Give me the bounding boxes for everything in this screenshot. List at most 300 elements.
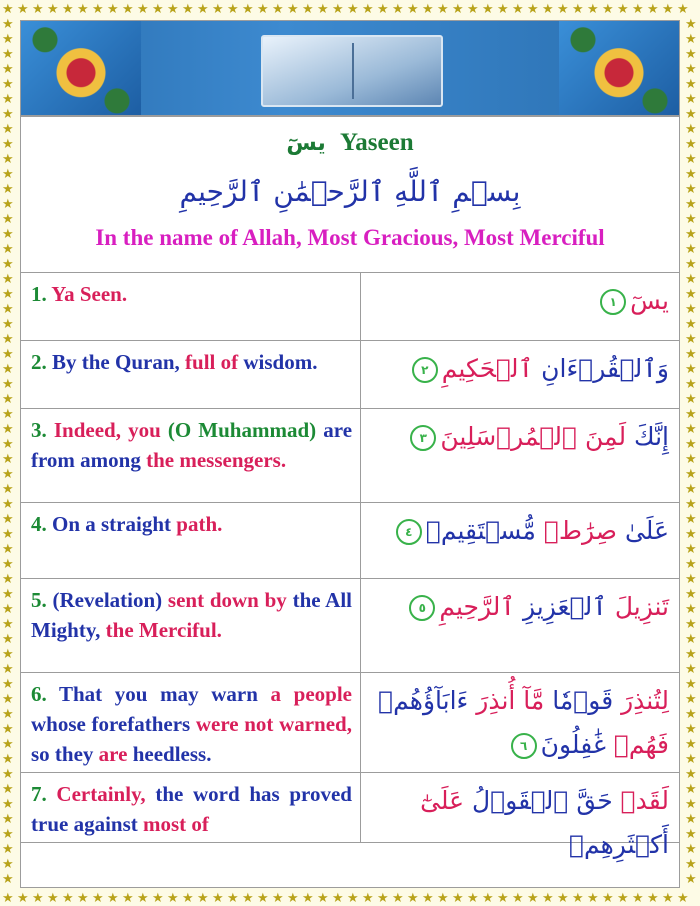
verse-table bbox=[21, 273, 679, 859]
arabic-segment: ٱلۡعَزِيزِ bbox=[522, 592, 615, 621]
border-star: ★ bbox=[685, 871, 697, 886]
border-star: ★ bbox=[2, 766, 14, 781]
border-star: ★ bbox=[227, 890, 239, 905]
border-star: ★ bbox=[542, 890, 554, 905]
border-star: ★ bbox=[77, 1, 89, 16]
border-star: ★ bbox=[362, 1, 374, 16]
border-star: ★ bbox=[2, 571, 14, 586]
border-star: ★ bbox=[2, 346, 14, 361]
border-star: ★ bbox=[257, 890, 269, 905]
border-star: ★ bbox=[437, 1, 449, 16]
arabic-segment: لِتُنذِرَ bbox=[621, 686, 669, 715]
border-star: ★ bbox=[452, 1, 464, 16]
border-star: ★ bbox=[2, 241, 14, 256]
translation-segment: sent down by bbox=[162, 588, 287, 612]
border-star: ★ bbox=[137, 1, 149, 16]
border-star: ★ bbox=[685, 361, 697, 376]
translation-segment: On a straight bbox=[52, 512, 172, 536]
border-star: ★ bbox=[2, 481, 14, 496]
border-star: ★ bbox=[685, 781, 697, 796]
border-star: ★ bbox=[2, 511, 14, 526]
border-star: ★ bbox=[2, 556, 14, 571]
border-star: ★ bbox=[2, 616, 14, 631]
border-star: ★ bbox=[527, 890, 539, 905]
border-star: ★ bbox=[197, 890, 209, 905]
border-star: ★ bbox=[685, 511, 697, 526]
border-star: ★ bbox=[602, 890, 614, 905]
border-star: ★ bbox=[557, 890, 569, 905]
border-star: ★ bbox=[2, 76, 14, 91]
border-star: ★ bbox=[685, 31, 697, 46]
surah-title-arabic: يسٓ bbox=[286, 131, 326, 156]
verse-translation bbox=[21, 273, 361, 340]
border-star: ★ bbox=[2, 301, 14, 316]
border-star: ★ bbox=[685, 481, 697, 496]
translation-segment: path. bbox=[171, 512, 223, 536]
surah-header bbox=[21, 117, 679, 273]
border-star: ★ bbox=[407, 890, 419, 905]
border-star: ★ bbox=[92, 1, 104, 16]
border-star: ★ bbox=[685, 136, 697, 151]
border-star: ★ bbox=[77, 890, 89, 905]
border-star: ★ bbox=[362, 890, 374, 905]
bismillah-translation: In the name of Allah, Most Gracious, Most Merciful bbox=[95, 225, 605, 250]
verse-row bbox=[21, 273, 679, 341]
border-star: ★ bbox=[685, 61, 697, 76]
translation-segment: has proved true against bbox=[31, 782, 352, 836]
border-star: ★ bbox=[677, 1, 689, 16]
border-star: ★ bbox=[685, 631, 697, 646]
verse-arabic bbox=[361, 673, 679, 772]
border-star: ★ bbox=[17, 890, 29, 905]
translation-segment: are from among bbox=[31, 418, 353, 472]
border-star: ★ bbox=[2, 856, 14, 871]
border-star: ★ bbox=[2, 391, 14, 406]
floral-ornament bbox=[559, 21, 679, 115]
translation-segment: Indeed, you bbox=[53, 418, 161, 442]
border-star: ★ bbox=[617, 1, 629, 16]
verse-number: 4. bbox=[31, 512, 52, 536]
border-star: ★ bbox=[2, 526, 14, 541]
border-star: ★ bbox=[512, 890, 524, 905]
border-star: ★ bbox=[685, 541, 697, 556]
border-star: ★ bbox=[332, 890, 344, 905]
arabic-segment: ٱلۡحَكِيمِ bbox=[441, 354, 542, 383]
arabic-segment: أَكۡثَرِهِمۡ bbox=[568, 830, 669, 859]
border-star: ★ bbox=[685, 811, 697, 826]
verse-end-marker: ٦ bbox=[511, 733, 537, 759]
border-star: ★ bbox=[182, 890, 194, 905]
border-star: ★ bbox=[32, 890, 44, 905]
border-star: ★ bbox=[167, 1, 179, 16]
arabic-segment: عَلَىٰ bbox=[624, 516, 669, 545]
border-star: ★ bbox=[2, 121, 14, 136]
border-star: ★ bbox=[2, 796, 14, 811]
border-star: ★ bbox=[2, 736, 14, 751]
translation-segment: Certainly, bbox=[56, 782, 146, 806]
translation-segment: most of bbox=[137, 812, 209, 836]
border-star: ★ bbox=[302, 890, 314, 905]
border-star: ★ bbox=[647, 1, 659, 16]
translation-segment: That you may warn bbox=[59, 682, 258, 706]
translation-segment: wisdom. bbox=[238, 350, 318, 374]
border-star: ★ bbox=[2, 196, 14, 211]
border-star: ★ bbox=[332, 1, 344, 16]
border-star: ★ bbox=[482, 890, 494, 905]
border-star: ★ bbox=[685, 451, 697, 466]
border-star: ★ bbox=[572, 890, 584, 905]
border-star: ★ bbox=[685, 391, 697, 406]
border-star: ★ bbox=[152, 890, 164, 905]
border-star: ★ bbox=[677, 890, 689, 905]
border-star: ★ bbox=[2, 601, 14, 616]
border-star: ★ bbox=[685, 616, 697, 631]
border-star: ★ bbox=[685, 661, 697, 676]
border-star: ★ bbox=[685, 211, 697, 226]
verse-arabic bbox=[361, 773, 679, 859]
border-star: ★ bbox=[632, 1, 644, 16]
border-star: ★ bbox=[602, 1, 614, 16]
border-star: ★ bbox=[2, 466, 14, 481]
border-star: ★ bbox=[152, 1, 164, 16]
border-star: ★ bbox=[2, 661, 14, 676]
verse-number: 7. bbox=[31, 782, 57, 806]
border-star: ★ bbox=[377, 1, 389, 16]
border-star: ★ bbox=[685, 721, 697, 736]
border-star: ★ bbox=[452, 890, 464, 905]
border-star: ★ bbox=[2, 421, 14, 436]
verse-arabic bbox=[361, 579, 679, 672]
border-star: ★ bbox=[2, 890, 14, 905]
verse-arabic bbox=[361, 273, 679, 340]
border-star: ★ bbox=[2, 316, 14, 331]
translation-segment: so they bbox=[31, 742, 94, 766]
arabic-segment: لَقَدۡ bbox=[620, 786, 669, 815]
arabic-segment: مُّسۡتَقِيمٖ bbox=[425, 516, 544, 545]
verse-end-marker: ٢ bbox=[412, 357, 438, 383]
translation-segment: a people bbox=[257, 682, 352, 706]
border-star: ★ bbox=[2, 631, 14, 646]
border-star: ★ bbox=[467, 1, 479, 16]
border-star: ★ bbox=[685, 436, 697, 451]
border-star: ★ bbox=[242, 890, 254, 905]
border-star: ★ bbox=[272, 890, 284, 905]
border-star: ★ bbox=[2, 721, 14, 736]
verse-row bbox=[21, 579, 679, 673]
border-star: ★ bbox=[685, 421, 697, 436]
border-star: ★ bbox=[512, 1, 524, 16]
border-star: ★ bbox=[2, 61, 14, 76]
floral-ornament bbox=[21, 21, 141, 115]
border-star: ★ bbox=[685, 76, 697, 91]
verse-arabic bbox=[361, 503, 679, 578]
arabic-segment: حَقَّ ٱلۡقَوۡلُ bbox=[472, 786, 621, 815]
translation-segment: the word bbox=[145, 782, 240, 806]
border-star: ★ bbox=[2, 691, 14, 706]
border-star: ★ bbox=[685, 151, 697, 166]
verse-row bbox=[21, 673, 679, 773]
border-star: ★ bbox=[685, 826, 697, 841]
border-star: ★ bbox=[422, 890, 434, 905]
border-star: ★ bbox=[62, 890, 74, 905]
border-star: ★ bbox=[685, 166, 697, 181]
verse-row bbox=[21, 773, 679, 859]
border-star: ★ bbox=[685, 181, 697, 196]
bismillah-arabic: بِسۡمِ ٱللَّهِ ٱلرَّحۡمَٰنِ ٱلرَّحِيمِ bbox=[179, 175, 521, 208]
page bbox=[20, 20, 680, 888]
border-star: ★ bbox=[685, 301, 697, 316]
border-star: ★ bbox=[617, 890, 629, 905]
border-star: ★ bbox=[482, 1, 494, 16]
border-star: ★ bbox=[317, 890, 329, 905]
border-star: ★ bbox=[17, 1, 29, 16]
border-star: ★ bbox=[557, 1, 569, 16]
border-star: ★ bbox=[287, 890, 299, 905]
verse-row bbox=[21, 409, 679, 503]
arabic-segment: يسٓ bbox=[630, 286, 669, 315]
verse-number: 5. bbox=[31, 588, 53, 612]
border-star: ★ bbox=[2, 226, 14, 241]
border-star: ★ bbox=[2, 376, 14, 391]
verse-translation bbox=[21, 673, 361, 772]
border-star: ★ bbox=[685, 346, 697, 361]
border-star: ★ bbox=[685, 496, 697, 511]
border-star: ★ bbox=[2, 1, 14, 16]
border-star: ★ bbox=[662, 1, 674, 16]
border-star: ★ bbox=[527, 1, 539, 16]
border-star: ★ bbox=[2, 211, 14, 226]
border-star: ★ bbox=[685, 751, 697, 766]
border-star: ★ bbox=[272, 1, 284, 16]
border-star: ★ bbox=[2, 826, 14, 841]
verse-row bbox=[21, 503, 679, 579]
border-star: ★ bbox=[685, 526, 697, 541]
arabic-segment: لَمِنَ ٱلۡمُرۡسَلِينَ bbox=[440, 422, 635, 451]
border-star: ★ bbox=[2, 151, 14, 166]
border-star: ★ bbox=[227, 1, 239, 16]
arabic-segment: فَهُمۡ bbox=[613, 730, 669, 759]
border-star: ★ bbox=[685, 316, 697, 331]
border-star: ★ bbox=[2, 676, 14, 691]
border-star: ★ bbox=[497, 1, 509, 16]
border-star: ★ bbox=[2, 181, 14, 196]
border-star: ★ bbox=[392, 890, 404, 905]
border-star: ★ bbox=[212, 890, 224, 905]
border-star: ★ bbox=[662, 890, 674, 905]
verse-translation bbox=[21, 503, 361, 578]
translation-segment: the All Mighty, bbox=[31, 588, 353, 642]
verse-number: 2. bbox=[31, 350, 52, 374]
verse-arabic bbox=[361, 341, 679, 408]
border-star: ★ bbox=[685, 646, 697, 661]
border-star: ★ bbox=[685, 406, 697, 421]
verse-number: 1. bbox=[31, 282, 52, 306]
border-star: ★ bbox=[377, 890, 389, 905]
border-star: ★ bbox=[685, 556, 697, 571]
arabic-segment: عَلَىٰٓ bbox=[420, 786, 473, 815]
border-star: ★ bbox=[685, 841, 697, 856]
border-star: ★ bbox=[2, 31, 14, 46]
verse-end-marker: ٥ bbox=[409, 595, 435, 621]
border-star: ★ bbox=[685, 256, 697, 271]
border-star: ★ bbox=[685, 121, 697, 136]
border-star: ★ bbox=[685, 706, 697, 721]
verse-translation bbox=[21, 773, 361, 842]
arabic-segment: ءَابَآؤُهُمۡ bbox=[378, 686, 477, 715]
border-star: ★ bbox=[685, 241, 697, 256]
border-star: ★ bbox=[2, 256, 14, 271]
translation-segment: By the Quran, bbox=[52, 350, 180, 374]
border-star: ★ bbox=[685, 196, 697, 211]
border-star: ★ bbox=[107, 1, 119, 16]
border-star: ★ bbox=[2, 586, 14, 601]
border-star: ★ bbox=[685, 796, 697, 811]
border-star: ★ bbox=[632, 890, 644, 905]
border-star: ★ bbox=[685, 106, 697, 121]
translation-segment: (Revelation) bbox=[52, 588, 163, 612]
translation-segment: (O Muhammad) bbox=[160, 418, 317, 442]
arabic-segment: ٱلرَّحِيمِ bbox=[439, 592, 523, 621]
border-star: ★ bbox=[685, 571, 697, 586]
border-star: ★ bbox=[685, 46, 697, 61]
border-star: ★ bbox=[685, 91, 697, 106]
border-star: ★ bbox=[2, 331, 14, 346]
border-star: ★ bbox=[2, 841, 14, 856]
border-star: ★ bbox=[2, 541, 14, 556]
verse-translation bbox=[21, 409, 361, 502]
verse-row bbox=[21, 341, 679, 409]
border-star: ★ bbox=[542, 1, 554, 16]
verse-end-marker: ٣ bbox=[410, 425, 436, 451]
border-star: ★ bbox=[497, 890, 509, 905]
border-star: ★ bbox=[242, 1, 254, 16]
translation-segment: the messengers. bbox=[140, 448, 287, 472]
border-star: ★ bbox=[197, 1, 209, 16]
arabic-segment: وَٱلۡقُرۡءَانِ bbox=[541, 354, 669, 383]
border-star: ★ bbox=[2, 781, 14, 796]
border-star: ★ bbox=[2, 451, 14, 466]
border-star: ★ bbox=[685, 286, 697, 301]
border-star: ★ bbox=[62, 1, 74, 16]
border-star: ★ bbox=[685, 586, 697, 601]
arabic-segment: تَنزِيلَ bbox=[614, 592, 669, 621]
border-star: ★ bbox=[47, 890, 59, 905]
border-star: ★ bbox=[137, 890, 149, 905]
border-star: ★ bbox=[122, 890, 134, 905]
border-star: ★ bbox=[2, 811, 14, 826]
border-star: ★ bbox=[2, 106, 14, 121]
border-star: ★ bbox=[167, 890, 179, 905]
border-star: ★ bbox=[392, 1, 404, 16]
border-star: ★ bbox=[685, 16, 697, 31]
verse-end-marker: ١ bbox=[600, 289, 626, 315]
border-star: ★ bbox=[302, 1, 314, 16]
border-star: ★ bbox=[467, 890, 479, 905]
border-star: ★ bbox=[257, 1, 269, 16]
border-star: ★ bbox=[647, 890, 659, 905]
border-star: ★ bbox=[2, 406, 14, 421]
header-banner bbox=[21, 21, 679, 117]
border-star: ★ bbox=[685, 736, 697, 751]
translation-segment: Ya Seen. bbox=[51, 282, 128, 306]
border-star: ★ bbox=[47, 1, 59, 16]
border-star: ★ bbox=[2, 361, 14, 376]
border-star: ★ bbox=[685, 691, 697, 706]
border-star: ★ bbox=[107, 890, 119, 905]
border-star: ★ bbox=[2, 166, 14, 181]
border-star: ★ bbox=[685, 331, 697, 346]
border-star: ★ bbox=[32, 1, 44, 16]
border-star: ★ bbox=[2, 91, 14, 106]
surah-title-english: Yaseen bbox=[340, 129, 414, 156]
translation-segment: heedless. bbox=[127, 742, 212, 766]
border-star: ★ bbox=[122, 1, 134, 16]
arabic-segment: مَّآ أُنذِرَ bbox=[476, 686, 553, 715]
border-star: ★ bbox=[407, 1, 419, 16]
border-star: ★ bbox=[2, 436, 14, 451]
translation-segment: full of bbox=[179, 350, 239, 374]
border-star: ★ bbox=[2, 706, 14, 721]
border-star: ★ bbox=[2, 136, 14, 151]
surah-title bbox=[21, 129, 679, 157]
border-star: ★ bbox=[572, 1, 584, 16]
border-star: ★ bbox=[347, 890, 359, 905]
arabic-segment: صِرَٰطٖ bbox=[543, 516, 625, 545]
border-star: ★ bbox=[685, 676, 697, 691]
border-star: ★ bbox=[347, 1, 359, 16]
verse-translation bbox=[21, 579, 361, 672]
border-star: ★ bbox=[2, 496, 14, 511]
arabic-segment: إِنَّكَ bbox=[634, 422, 669, 451]
arabic-segment: غَٰفِلُونَ bbox=[540, 730, 614, 759]
border-star: ★ bbox=[317, 1, 329, 16]
border-star: ★ bbox=[2, 751, 14, 766]
border-star: ★ bbox=[422, 1, 434, 16]
border-star: ★ bbox=[685, 856, 697, 871]
border-star: ★ bbox=[2, 646, 14, 661]
verse-arabic bbox=[361, 409, 679, 502]
translation-segment: whose forefathers bbox=[31, 712, 191, 736]
border-star: ★ bbox=[2, 16, 14, 31]
border-star: ★ bbox=[587, 890, 599, 905]
verse-end-marker: ٤ bbox=[396, 519, 422, 545]
border-star: ★ bbox=[92, 890, 104, 905]
border-star: ★ bbox=[437, 890, 449, 905]
border-star: ★ bbox=[685, 271, 697, 286]
arabic-segment: قَوۡمٗا bbox=[552, 686, 622, 715]
border-star: ★ bbox=[2, 271, 14, 286]
border-star: ★ bbox=[2, 46, 14, 61]
border-star: ★ bbox=[182, 1, 194, 16]
border-star: ★ bbox=[685, 376, 697, 391]
border-star: ★ bbox=[212, 1, 224, 16]
border-star: ★ bbox=[587, 1, 599, 16]
border-star: ★ bbox=[685, 466, 697, 481]
translation-segment: are bbox=[93, 742, 128, 766]
border-star: ★ bbox=[685, 226, 697, 241]
border-star: ★ bbox=[2, 286, 14, 301]
translation-segment: the Merciful. bbox=[100, 618, 222, 642]
verse-translation bbox=[21, 341, 361, 408]
border-star: ★ bbox=[685, 766, 697, 781]
open-book-image bbox=[261, 35, 443, 107]
border-star: ★ bbox=[287, 1, 299, 16]
border-star: ★ bbox=[2, 871, 14, 886]
verse-number: 6. bbox=[31, 682, 59, 706]
verse-number: 3. bbox=[31, 418, 54, 442]
border-star: ★ bbox=[685, 601, 697, 616]
translation-segment: were not warned, bbox=[190, 712, 352, 736]
